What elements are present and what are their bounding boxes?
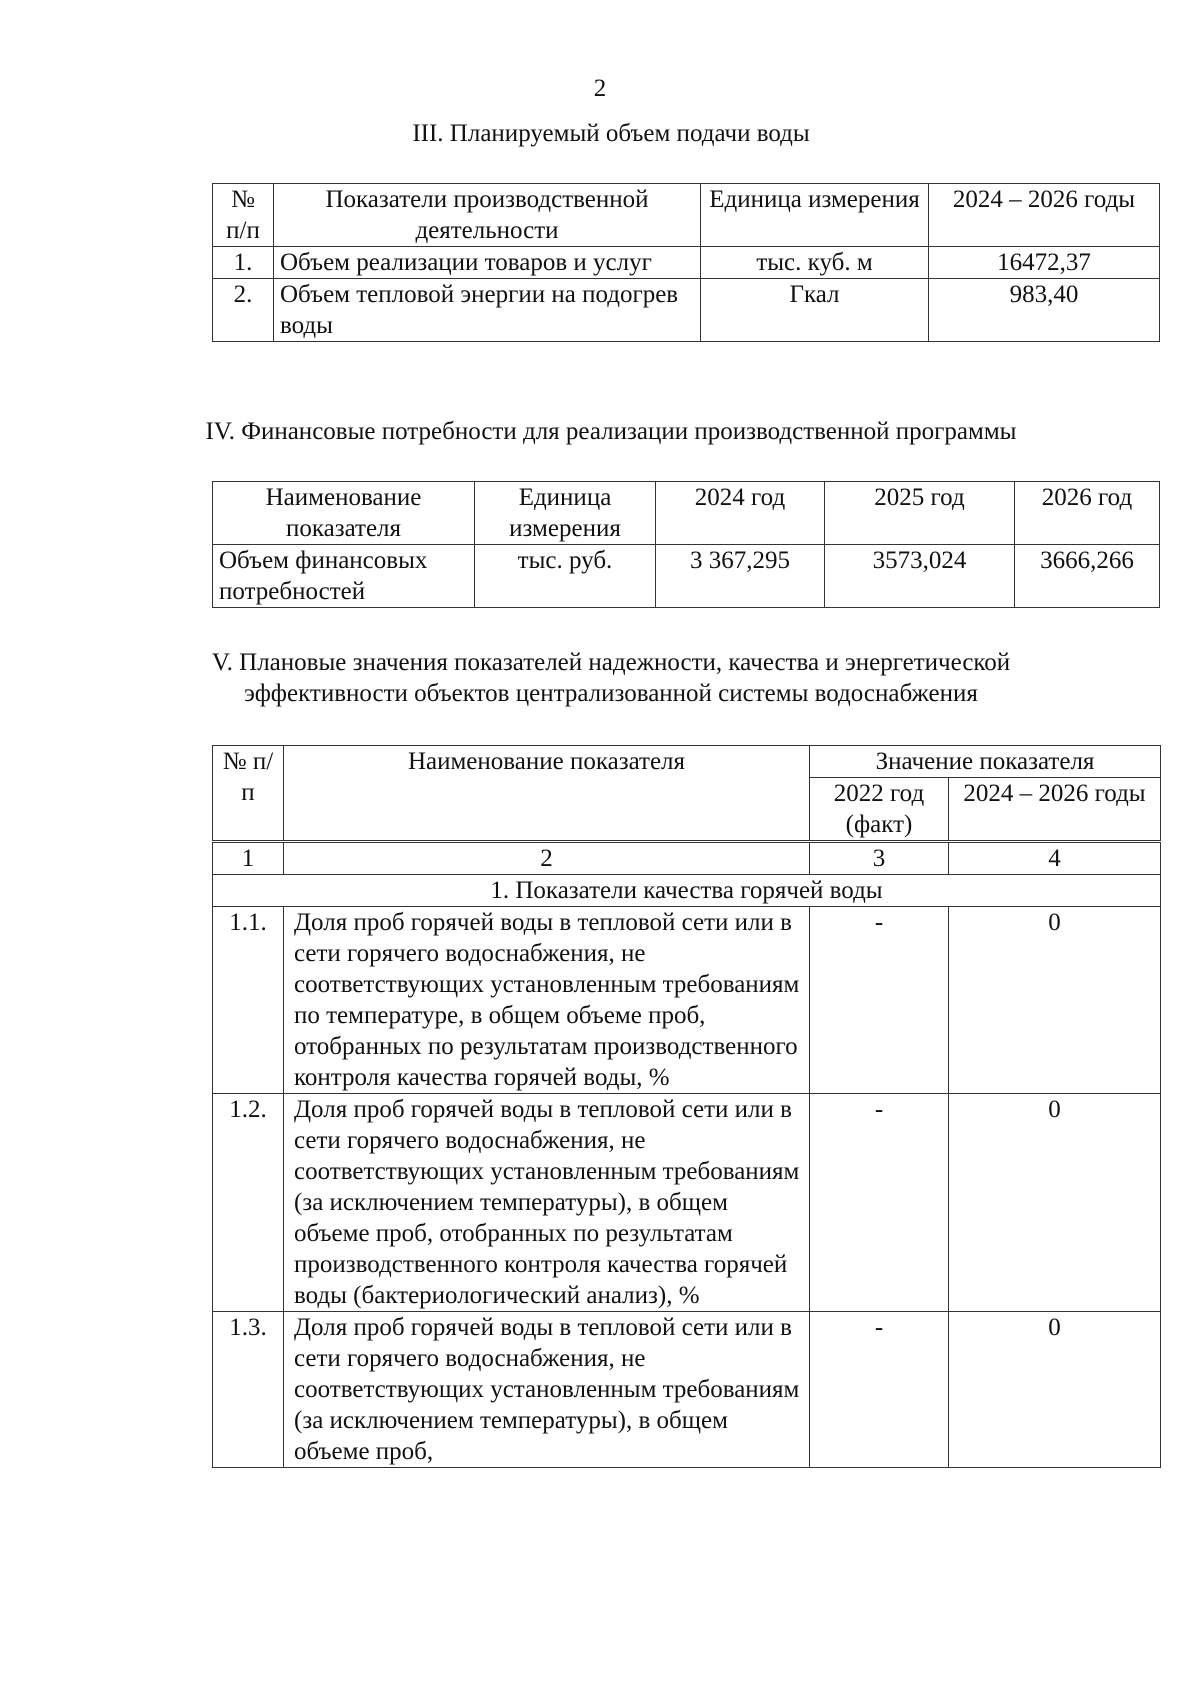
column-number-row (213, 842, 1161, 875)
header-indicator-name: Наименование показателя (213, 482, 475, 545)
row-indicator-name: Доля проб горячей воды в тепловой сети или в сети горячего водоснабжения, не соответствующих установленным требованиям (за исключением температуры), в общем объеме проб, отобранных по результатам производственного контроля качества горячей воды (бактериологический анализ), % (284, 1094, 810, 1312)
column-number: 1 (213, 842, 284, 875)
section-title-line-2: эффективности объектов централизованной системы водоснабжения (244, 680, 978, 707)
table-row (213, 247, 1160, 279)
row-value-2022: - (810, 1312, 949, 1468)
row-value-2022: - (810, 907, 949, 1094)
row-no: 1.1. (213, 907, 284, 1094)
table-header-row (213, 184, 1160, 247)
row-no: 1.3. (213, 1312, 284, 1468)
group-title: 1. Показатели качества горячей воды (213, 875, 1161, 907)
row-no: 2. (213, 279, 274, 342)
row-indicator: Объем тепловой энергии на подогрев воды (274, 279, 701, 342)
header-period: 2024 – 2026 годы (929, 184, 1160, 247)
header-2024-2026: 2024 – 2026 годы (949, 778, 1161, 842)
row-value-2024: 3 367,295 (656, 545, 825, 608)
row-value-2024-2026: 0 (949, 1312, 1161, 1468)
section-title-reliability-indicators (11, 647, 1200, 709)
row-indicator-name: Объем финансовых потребностей (213, 545, 475, 608)
header-2026: 2026 год (1015, 482, 1160, 545)
financial-needs-table (212, 481, 1160, 608)
section-title-financial-needs: IV. Финансовые потребности для реализации производственной программы (205, 418, 1017, 445)
row-value-2022: - (810, 1094, 949, 1312)
row-unit: тыс. руб. (475, 545, 656, 608)
row-value: 16472,37 (929, 247, 1160, 279)
table-row (213, 1094, 1161, 1312)
header-unit: Единица измерения (701, 184, 929, 247)
row-indicator: Объем реализации товаров и услуг (274, 247, 701, 279)
header-2022-fact: 2022 год (факт) (810, 778, 949, 842)
table-row (213, 907, 1161, 1094)
section-title-planned-water-supply: III. Планируемый объем подачи воды (412, 120, 810, 147)
header-value-group: Значение показателя (810, 746, 1161, 778)
header-no: № п/п (213, 746, 284, 842)
table-row (213, 1312, 1161, 1468)
reliability-indicators-table (212, 745, 1161, 1468)
table-header-row (213, 482, 1160, 545)
table-row (213, 545, 1160, 608)
row-unit: тыс. куб. м (701, 247, 929, 279)
column-number: 2 (284, 842, 810, 875)
planned-water-supply-table (212, 183, 1160, 342)
table-header-row (213, 746, 1161, 778)
row-no: 1.2. (213, 1094, 284, 1312)
row-indicator-name: Доля проб горячей воды в тепловой сети или в сети горячего водоснабжения, не соответствующих установленным требованиям (за исключением температуры), в общем объеме проб, (284, 1312, 810, 1468)
header-no: № п/п (213, 184, 274, 247)
section-title-line-1: V. Плановые значения показателей надежности, качества и энергетической (211, 649, 1011, 676)
header-indicator: Показатели производственной деятельности (274, 184, 701, 247)
header-indicator-name: Наименование показателя (284, 746, 810, 842)
header-unit: Единица измерения (475, 482, 656, 545)
row-value-2024-2026: 0 (949, 907, 1161, 1094)
row-value-2026: 3666,266 (1015, 545, 1160, 608)
row-unit: Гкал (701, 279, 929, 342)
table-row (213, 279, 1160, 342)
header-2024: 2024 год (656, 482, 825, 545)
row-indicator-name: Доля проб горячей воды в тепловой сети или в сети горячего водоснабжения, не соответствующих установленным требованиям по температуре, в общем объеме проб, отобранных по результатам производственного контроля качества горячей воды, % (284, 907, 810, 1094)
column-number: 4 (949, 842, 1161, 875)
row-value-2024-2026: 0 (949, 1094, 1161, 1312)
row-value-2025: 3573,024 (825, 545, 1015, 608)
column-number: 3 (810, 842, 949, 875)
row-no: 1. (213, 247, 274, 279)
group-title-row (213, 875, 1161, 907)
page-number: 2 (593, 75, 607, 102)
row-value: 983,40 (929, 279, 1160, 342)
header-2025: 2025 год (825, 482, 1015, 545)
